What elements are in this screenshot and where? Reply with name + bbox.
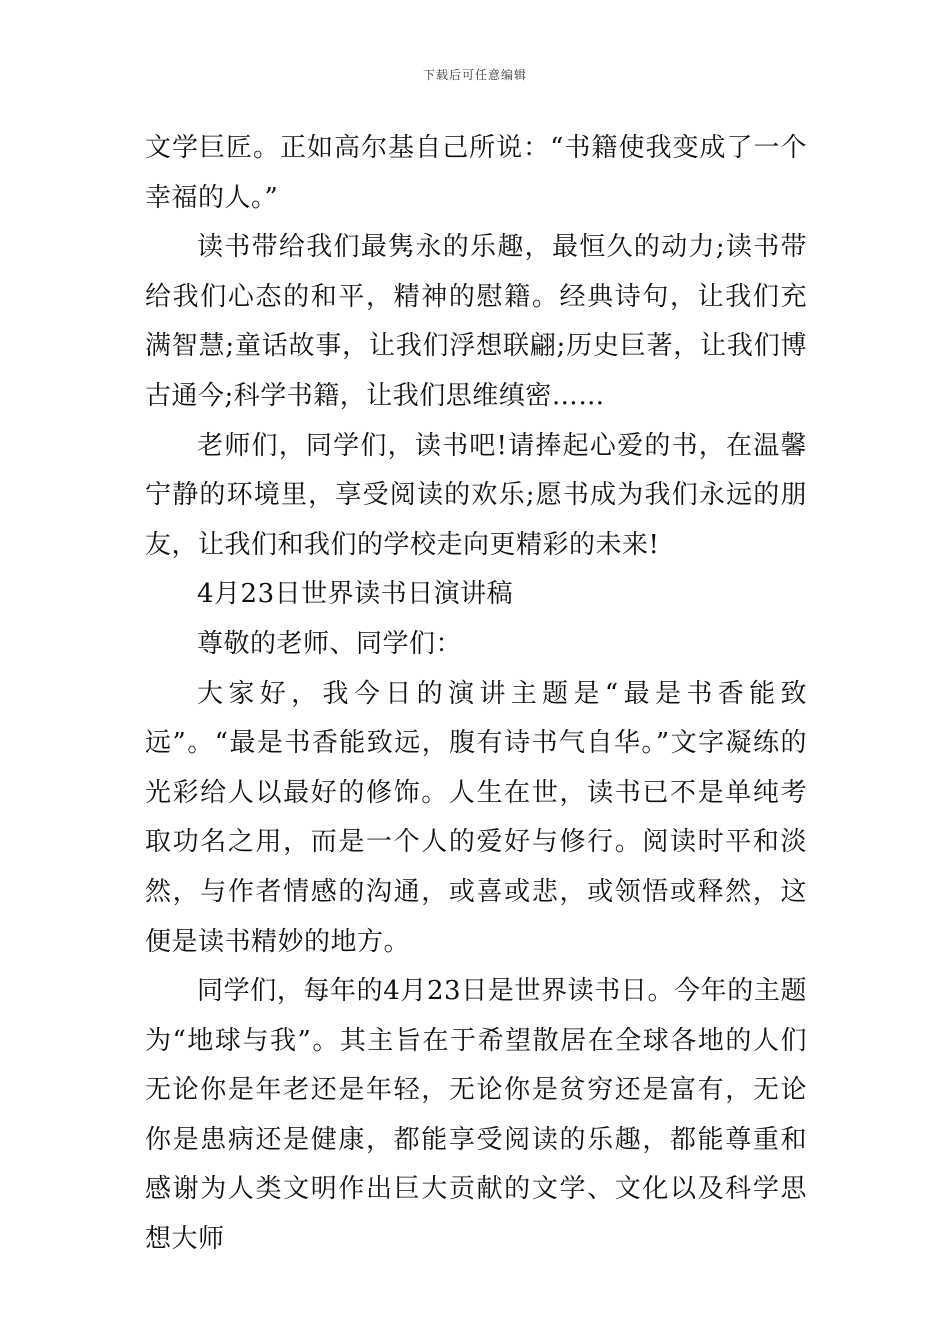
paragraph: 文学巨匠。正如高尔基自己所说：“书籍使我变成了一个幸福的人。” — [145, 133, 807, 213]
page-header: 下载后可任意编辑 — [422, 68, 527, 82]
paragraph: 老师们，同学们，读书吧!请捧起心爱的书，在温馨宁静的环境里，享受阅读的欢乐;愿书成为我们永远的朋友，让我们和我们的学校走向更精彩的未来! — [145, 430, 807, 560]
speech-title: 4月23日世界读书日演讲稿 — [197, 579, 514, 610]
paragraph: 同学们，每年的4月23日是世界读书日。今年的主题为“地球与我”。其主旨在于希望散居在全球各地的人们无论你是年老还是年轻，无论你是贫穷还是富有，无论你是患病还是健康，都能享受阅读的乐趣，都能尊重和感谢为人类文明作出巨大贡献的文学、文化以及科学思想大师 — [145, 976, 807, 1255]
document-body — [145, 124, 807, 1265]
paragraph: 大家好，我今日的演讲主题是“最是书香能致远”。“最是书香能致远，腹有诗书气自华。”文字凝练的光彩给人以最好的修饰。人生在世，读书已不是单纯考取功名之用，而是一个人的爱好与修行。阅读时平和淡然，与作者情感的沟通，或喜或悲，或领悟或释然，这便是读书精妙的地方。 — [145, 678, 807, 957]
salutation: 尊敬的老师、同学们： — [197, 628, 463, 659]
paragraph: 读书带给我们最隽永的乐趣，最恒久的动力;读书带给我们心态的和平，精神的慰籍。经典诗句，让我们充满智慧;童话故事，让我们浮想联翩;历史巨著，让我们博古通今;科学书籍，让我们思维缜密…… — [145, 232, 807, 411]
